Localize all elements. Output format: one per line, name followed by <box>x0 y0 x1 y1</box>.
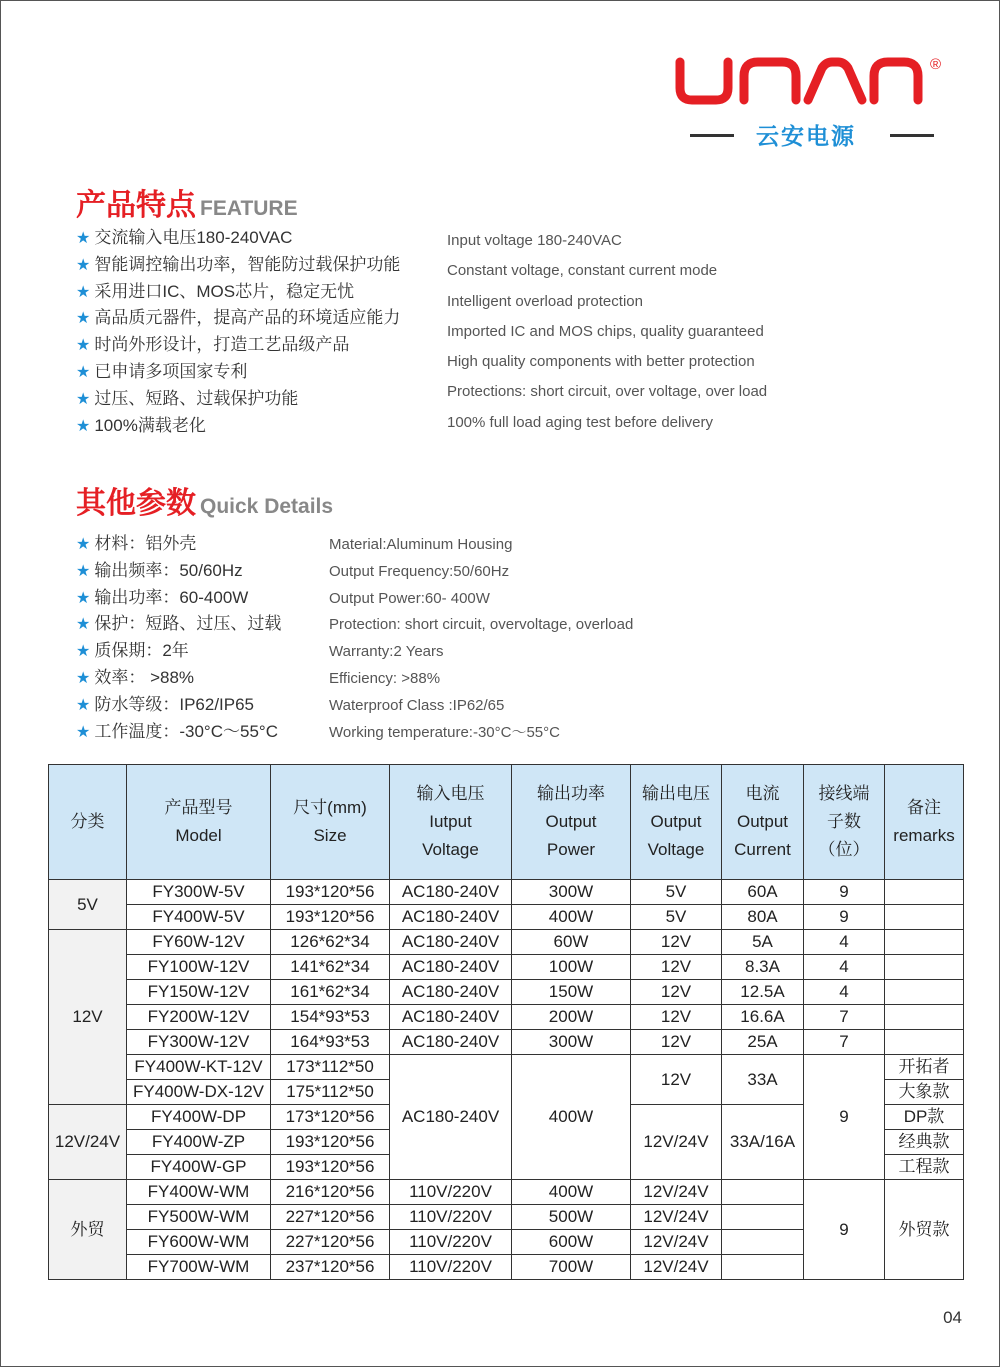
page-number: 04 <box>943 1308 962 1327</box>
input-cell: AC180-240V <box>390 955 512 980</box>
detail-item-cn: ★ 防水等级：IP62/IP65 <box>76 694 255 714</box>
feature-item-en: Imported IC and MOS chips, quality guaranteed <box>447 322 764 340</box>
terminals-cell-merged: 9 <box>804 1180 885 1280</box>
size-cell: 173*120*56 <box>271 1105 390 1130</box>
remark-cell: 开拓者 <box>885 1055 964 1080</box>
input-cell: 110V/220V <box>390 1230 512 1255</box>
size-cell: 164*93*53 <box>271 1030 390 1055</box>
star-icon: ★ <box>76 283 91 301</box>
current-cell: 25A <box>722 1030 804 1055</box>
feature-item-cn: ★ 100%满载老化 <box>76 415 206 435</box>
table-row <box>49 880 964 905</box>
current-cell: 8.3A <box>722 955 804 980</box>
size-cell: 193*120*56 <box>271 1155 390 1180</box>
feature-item-cn: ★ 过压、短路、过载保护功能 <box>76 388 299 408</box>
model-cell: FY400W-DX-12V <box>127 1080 271 1105</box>
remark-cell <box>885 980 964 1005</box>
size-cell: 141*62*34 <box>271 955 390 980</box>
terminals-cell: 9 <box>804 880 885 905</box>
model-cell: FY400W-ZP <box>127 1130 271 1155</box>
vout-cell-merged: 12V <box>631 1055 722 1105</box>
remark-cell <box>885 1030 964 1055</box>
detail-item-cn: ★ 输出功率：60-400W <box>76 587 249 607</box>
brand-left-line <box>690 134 734 137</box>
remark-cell <box>885 880 964 905</box>
terminals-cell: 4 <box>804 980 885 1005</box>
details-title <box>76 478 333 522</box>
size-cell: 154*93*53 <box>271 1005 390 1030</box>
vout-cell: 12V/24V <box>631 1180 722 1205</box>
input-cell: 110V/220V <box>390 1180 512 1205</box>
detail-item-en: Material:Aluminum Housing <box>329 536 513 553</box>
unan-logo-icon <box>672 52 924 108</box>
feature-item-cn: ★ 采用进口IC、MOS芯片，稳定无忧 <box>76 281 355 301</box>
model-cell: FY700W-WM <box>127 1255 271 1280</box>
star-icon: ★ <box>76 256 91 274</box>
star-icon: ★ <box>76 616 91 634</box>
table-row <box>49 905 964 930</box>
remark-cell: 大象款 <box>885 1080 964 1105</box>
power-cell: 700W <box>512 1255 631 1280</box>
power-cell: 600W <box>512 1230 631 1255</box>
detail-item-en: Warranty:2 Years <box>329 643 444 661</box>
current-cell <box>722 1255 804 1280</box>
brand-right-line <box>890 134 934 137</box>
model-cell: FY60W-12V <box>127 930 271 955</box>
feature-title-cn: 产品特点 <box>76 189 196 222</box>
header-output-current: 电流 Output Current <box>722 765 804 880</box>
terminals-cell: 4 <box>804 955 885 980</box>
category-cell: 外贸 <box>49 1180 127 1280</box>
terminals-cell: 9 <box>804 905 885 930</box>
header-remarks: 备注 remarks <box>885 765 964 880</box>
header-size: 尺寸(mm) Size <box>271 765 390 880</box>
header-terminals: 接线端 子数 （位） <box>804 765 885 880</box>
power-cell-merged: 400W <box>512 1055 631 1180</box>
star-icon: ★ <box>76 643 91 661</box>
feature-item-cn: ★ 高品质元器件，提高产品的环境适应能力 <box>76 308 401 328</box>
detail-item-cn: ★ 质保期：2年 <box>76 641 189 661</box>
feature-item-en: Protections: short circuit, over voltage, over load <box>447 383 768 401</box>
feature-item-en: Constant voltage, constant current mode <box>447 262 718 280</box>
star-icon: ★ <box>76 417 91 435</box>
input-cell: AC180-240V <box>390 1005 512 1030</box>
input-cell-merged: AC180-240V <box>390 1055 512 1180</box>
table-row <box>49 1055 964 1080</box>
table-header-row <box>49 765 964 880</box>
table-row <box>49 930 964 955</box>
model-cell: FY100W-12V <box>127 955 271 980</box>
remark-cell: 工程款 <box>885 1155 964 1180</box>
table-row <box>49 955 964 980</box>
power-cell: 400W <box>512 905 631 930</box>
vout-cell: 12V/24V <box>631 1205 722 1230</box>
power-cell: 100W <box>512 955 631 980</box>
input-cell: AC180-240V <box>390 980 512 1005</box>
header-output-power: 输出功率 Output Power <box>512 765 631 880</box>
power-cell: 200W <box>512 1005 631 1030</box>
terminals-cell: 7 <box>804 1005 885 1030</box>
input-cell: AC180-240V <box>390 880 512 905</box>
size-cell: 193*120*56 <box>271 905 390 930</box>
size-cell: 173*112*50 <box>271 1055 390 1080</box>
detail-item-cn: ★ 保护：短路、过压、过载 <box>76 614 282 634</box>
terminals-cell-merged: 9 <box>804 1055 885 1180</box>
star-icon: ★ <box>76 589 91 607</box>
model-cell: FY300W-12V <box>127 1030 271 1055</box>
feature-title-en: FEATURE <box>200 197 298 220</box>
star-icon: ★ <box>76 230 91 247</box>
vout-cell: 5V <box>631 880 722 905</box>
size-cell: 227*120*56 <box>271 1230 390 1255</box>
current-cell: 12.5A <box>722 980 804 1005</box>
size-cell: 193*120*56 <box>271 1130 390 1155</box>
detail-item-en: Output Frequency:50/60Hz <box>329 562 510 580</box>
detail-item-cn: ★ 材料：铝外壳 <box>76 534 197 553</box>
star-icon: ★ <box>76 562 91 580</box>
header-category: 分类 <box>49 765 127 880</box>
model-cell: FY400W-WM <box>127 1180 271 1205</box>
input-cell: AC180-240V <box>390 905 512 930</box>
table-row <box>49 1180 964 1205</box>
header-model: 产品型号 Model <box>127 765 271 880</box>
remark-cell: DP款 <box>885 1105 964 1130</box>
table-row <box>49 1030 964 1055</box>
vout-cell-merged: 12V/24V <box>631 1105 722 1180</box>
power-cell: 400W <box>512 1180 631 1205</box>
vout-cell: 12V/24V <box>631 1230 722 1255</box>
spec-table <box>48 764 964 1280</box>
model-cell: FY500W-WM <box>127 1205 271 1230</box>
size-cell: 161*62*34 <box>271 980 390 1005</box>
model-cell: FY300W-5V <box>127 880 271 905</box>
vout-cell: 12V <box>631 980 722 1005</box>
star-icon: ★ <box>76 723 91 741</box>
model-cell: FY200W-12V <box>127 1005 271 1030</box>
size-cell: 237*120*56 <box>271 1255 390 1280</box>
header-input-voltage: 输入电压 Iutput Voltage <box>390 765 512 880</box>
star-icon: ★ <box>76 310 91 328</box>
power-cell: 300W <box>512 880 631 905</box>
size-cell: 126*62*34 <box>271 930 390 955</box>
remark-cell <box>885 930 964 955</box>
model-cell: FY400W-KT-12V <box>127 1055 271 1080</box>
detail-item-cn: ★ 效率： >88% <box>76 667 195 687</box>
star-icon: ★ <box>76 337 91 355</box>
registered-mark: ® <box>930 56 942 73</box>
table-row <box>49 1005 964 1030</box>
size-cell: 193*120*56 <box>271 880 390 905</box>
current-cell: 60A <box>722 880 804 905</box>
feature-item-en: Input voltage 180-240VAC <box>447 232 622 249</box>
power-cell: 150W <box>512 980 631 1005</box>
detail-item-en: Waterproof Class :IP62/65 <box>329 696 505 714</box>
input-cell: 110V/220V <box>390 1255 512 1280</box>
vout-cell: 12V <box>631 955 722 980</box>
star-icon: ★ <box>76 536 91 553</box>
current-cell <box>722 1180 804 1205</box>
feature-item-cn: ★ 智能调控输出功率，智能防过载保护功能 <box>76 254 401 274</box>
vout-cell: 12V/24V <box>631 1255 722 1280</box>
feature-item-en: High quality components with better protection <box>447 353 755 371</box>
detail-item-en: Output Power:60- 400W <box>329 589 490 607</box>
remark-cell <box>885 955 964 980</box>
brand-name-cn: 云安电源 <box>756 123 856 149</box>
remark-cell-merged: 外贸款 <box>885 1180 964 1280</box>
current-cell-merged: 33A <box>722 1055 804 1105</box>
feature-list-cn <box>76 225 400 439</box>
category-cell: 12V <box>49 930 127 1105</box>
feature-item-en: Intelligent overload protection <box>447 292 643 310</box>
terminals-cell: 7 <box>804 1030 885 1055</box>
category-cell: 5V <box>49 880 127 930</box>
remark-cell: 经典款 <box>885 1130 964 1155</box>
category-cell: 12V/24V <box>49 1105 127 1180</box>
vout-cell: 12V <box>631 1005 722 1030</box>
star-icon: ★ <box>76 363 91 381</box>
size-cell: 175*112*50 <box>271 1080 390 1105</box>
detail-item-cn: ★ 输出频率：50/60Hz <box>76 560 243 580</box>
model-cell: FY400W-5V <box>127 905 271 930</box>
power-cell: 300W <box>512 1030 631 1055</box>
vout-cell: 5V <box>631 905 722 930</box>
power-cell: 500W <box>512 1205 631 1230</box>
current-cell: 80A <box>722 905 804 930</box>
model-cell: FY150W-12V <box>127 980 271 1005</box>
detail-item-en: Efficiency: >88% <box>329 669 441 687</box>
current-cell <box>722 1230 804 1255</box>
remark-cell <box>885 905 964 930</box>
current-cell: 5A <box>722 930 804 955</box>
power-cell: 60W <box>512 930 631 955</box>
detail-item-cn: ★ 工作温度：-30°C～55°C <box>76 721 278 741</box>
current-cell <box>722 1205 804 1230</box>
detail-item-en: Working temperature:-30°C～55°C <box>329 723 560 741</box>
size-cell: 227*120*56 <box>271 1205 390 1230</box>
terminals-cell: 4 <box>804 930 885 955</box>
input-cell: 110V/220V <box>390 1205 512 1230</box>
size-cell: 216*120*56 <box>271 1180 390 1205</box>
feature-item-en: 100% full load aging test before delivery <box>447 413 714 431</box>
current-cell-merged: 33A/16A <box>722 1105 804 1180</box>
details-title-en: Quick Details <box>200 495 334 518</box>
details-list-en <box>329 532 633 746</box>
input-cell: AC180-240V <box>390 930 512 955</box>
feature-item-cn: ★ 已申请多项国家专利 <box>76 361 248 381</box>
feature-list-en <box>447 226 767 438</box>
star-icon: ★ <box>76 696 91 714</box>
vout-cell: 12V <box>631 930 722 955</box>
feature-title <box>76 180 298 224</box>
input-cell: AC180-240V <box>390 1030 512 1055</box>
vout-cell: 12V <box>631 1030 722 1055</box>
model-cell: FY400W-GP <box>127 1155 271 1180</box>
model-cell: FY600W-WM <box>127 1230 271 1255</box>
model-cell: FY400W-DP <box>127 1105 271 1130</box>
feature-item-cn: ★ 时尚外形设计，打造工艺品级产品 <box>76 335 350 355</box>
star-icon: ★ <box>76 669 91 687</box>
brand-logo <box>672 52 952 162</box>
table-row <box>49 980 964 1005</box>
current-cell: 16.6A <box>722 1005 804 1030</box>
feature-item-cn: ★ 交流输入电压180-240VAC <box>76 228 293 247</box>
brand-name-row <box>680 118 932 152</box>
remark-cell <box>885 1005 964 1030</box>
details-title-cn: 其他参数 <box>76 487 196 520</box>
detail-item-en: Protection: short circuit, overvoltage, overload <box>329 616 634 634</box>
header-output-voltage: 输出电压 Output Voltage <box>631 765 722 880</box>
details-list-cn <box>76 531 281 745</box>
star-icon: ★ <box>76 390 91 408</box>
